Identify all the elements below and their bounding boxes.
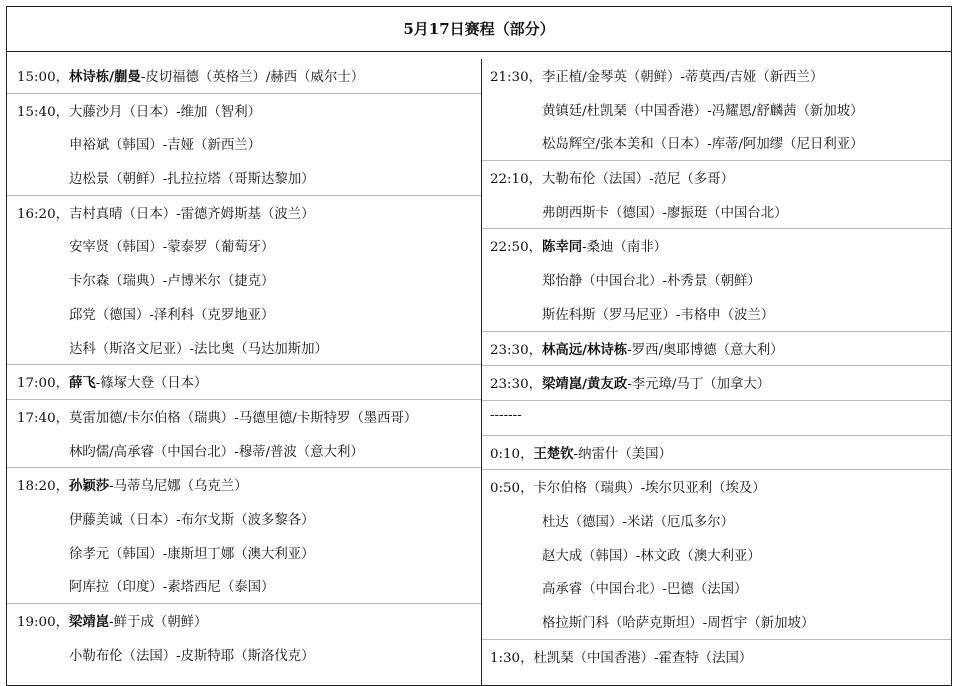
match-line [542, 133, 864, 152]
match-text: -纳雷什（美国） [573, 446, 672, 462]
match-text: 吉村真晴（日本）-雷德齐姆斯基（波兰） [68, 206, 315, 222]
chinese-player-names: 薛飞 [68, 375, 96, 392]
match-line [17, 475, 248, 494]
match-time: 19:00， [17, 615, 69, 630]
match-text: 安宰贤（韩国）-蒙泰罗（葡萄牙） [69, 240, 275, 256]
match-time: 0:10， [490, 446, 534, 462]
match-time: 18:20， [17, 479, 69, 495]
match-line [69, 168, 315, 187]
match-text: 大勒布伦（法国）-范尼（多哥） [541, 172, 734, 188]
match-line [490, 339, 784, 358]
match-time: 15:40， [17, 104, 69, 120]
chinese-player-names: 林高远/林诗栋 [541, 341, 628, 358]
match-text: 杜凯琹（中国香港）-霍查特（法国） [533, 650, 753, 666]
match-line [69, 304, 274, 323]
match-line [542, 304, 774, 323]
match-text: 徐孝元（韩国）-康斯坦丁娜（澳大利亚） [69, 546, 315, 562]
match-line [17, 611, 207, 630]
match-line [69, 543, 315, 562]
chinese-player-names: 孙颖莎 [68, 478, 110, 495]
match-text: 邱党（德国）-泽利科（克罗地亚） [69, 307, 275, 323]
match-line [490, 443, 672, 462]
chinese-player-names: 梁靖崑 [68, 614, 110, 630]
match-time: 21:30， [490, 70, 542, 85]
schedule-row [482, 59, 951, 93]
match-text: 达科（斯洛文尼亚）-法比奥（马达加斯加） [69, 341, 328, 357]
match-line [69, 270, 274, 289]
match-text: 郑怡静（中国台北）-朴秀景（朝鲜） [542, 274, 761, 290]
match-line [17, 407, 417, 426]
schedule-row [482, 605, 951, 639]
schedule-row [482, 571, 951, 605]
schedule-row [482, 160, 951, 195]
schedule-row [482, 297, 951, 331]
match-text: -罗西/奥耶博德（意大利） [627, 342, 784, 358]
match-time: 22:10， [490, 172, 542, 188]
match-line [490, 647, 752, 666]
match-text: -桑迪（南非） [582, 240, 668, 256]
schedule-row [7, 195, 481, 230]
match-line [542, 100, 864, 119]
schedule-row [7, 638, 481, 672]
match-line [69, 338, 328, 357]
match-line [490, 236, 667, 255]
match-text: -皮切福德（英格兰）/赫西（威尔士） [140, 70, 365, 85]
match-time: 0:50， [490, 481, 534, 497]
schedule-row [482, 331, 951, 366]
match-line [17, 372, 207, 391]
match-line [17, 66, 364, 85]
schedule-row [482, 195, 951, 229]
match-time: 16:20， [17, 206, 69, 222]
schedule-row [7, 434, 481, 468]
match-text: 阿库拉（印度）-素塔西尼（泰国） [69, 580, 275, 596]
match-text: -篠塚大登（日本） [95, 376, 208, 392]
match-text: 黄镇廷/杜凯琹（中国香港）-冯耀恩/舒麟茜（新加坡） [542, 103, 864, 119]
chinese-player-names: 王楚钦 [533, 445, 574, 462]
match-line [490, 477, 766, 496]
schedule-table [6, 6, 952, 686]
match-text: 卡尔伯格（瑞典）-埃尔贝亚利（埃及） [533, 481, 766, 497]
match-line [542, 270, 761, 289]
schedule-row [482, 365, 951, 400]
match-line [69, 441, 364, 460]
match-text: 高承睿（中国台北）-巴德（法国） [542, 582, 748, 598]
chinese-player-names: 陈幸同 [541, 239, 583, 256]
match-text: 林昀儒/高承睿（中国台北）-穆蒂/普波（意大利） [69, 444, 364, 460]
match-line [17, 101, 261, 120]
match-time: 17:00， [17, 376, 69, 392]
match-line [490, 168, 734, 187]
match-line [490, 66, 823, 85]
match-line [17, 203, 315, 222]
match-text: 弗朗西斯卡（德国）-廖振珽（中国台北） [542, 205, 788, 221]
schedule-row [7, 502, 481, 536]
schedule-row [482, 93, 951, 127]
schedule-row [7, 59, 481, 93]
match-time: 17:40， [17, 410, 69, 426]
match-text: 赵大成（韩国）-林文政（澳大利亚） [542, 548, 761, 564]
match-text: -马蒂乌尼娜（乌克兰） [109, 479, 248, 495]
schedule-row [482, 400, 951, 435]
match-text: 松岛辉空/张本美和（日本）-库蒂/阿加缪（尼日利亚） [542, 137, 864, 153]
match-line [69, 236, 274, 255]
schedule-row [7, 263, 481, 297]
match-time: 23:30， [490, 342, 542, 358]
match-text: -鲜于成（朝鲜） [109, 615, 208, 630]
schedule-row [7, 127, 481, 161]
schedule-row [7, 229, 481, 263]
chinese-player-names: 梁靖崑/黄友政 [541, 376, 628, 393]
schedule-row [7, 569, 481, 603]
match-text: -李元璋/马丁（加拿大） [627, 377, 771, 393]
schedule-row [7, 331, 481, 365]
match-line [69, 134, 261, 153]
schedule-row [7, 297, 481, 331]
match-text: 李正植/金琴英（朝鲜）-蒂莫西/吉娅（新西兰） [541, 70, 824, 85]
match-line [490, 373, 770, 392]
left-column [7, 59, 482, 685]
schedule-row [7, 536, 481, 570]
match-line [490, 408, 522, 423]
schedule-row [7, 364, 481, 399]
match-time: 1:30， [490, 650, 534, 666]
schedule-row [482, 504, 951, 538]
match-line [69, 509, 315, 528]
schedule-row [482, 435, 951, 470]
match-time: 23:30， [490, 377, 542, 393]
schedule-columns [7, 59, 951, 685]
match-line [69, 645, 315, 664]
match-text: 申裕斌（韩国）-吉娅（新西兰） [69, 138, 261, 154]
schedule-row [482, 126, 951, 160]
schedule-title: 5月17日赛程（部分） [7, 7, 951, 52]
match-line [542, 202, 788, 221]
right-column [482, 59, 951, 685]
match-line [542, 612, 814, 631]
match-text: 莫雷加德/卡尔伯格（瑞典）-马德里德/卡斯特罗（墨西哥） [68, 410, 418, 426]
match-text: 伊藤美诚（日本）-布尔戈斯（波多黎各） [69, 512, 315, 528]
match-text: 大藤沙月（日本）-维加（智利） [68, 104, 261, 120]
match-line [542, 511, 734, 530]
match-text: 边松景（朝鲜）-扎拉拉塔（哥斯达黎加） [69, 172, 315, 188]
schedule-row [482, 639, 951, 674]
match-time: ------- [490, 407, 522, 423]
match-line [542, 545, 761, 564]
chinese-player-names: 林诗栋/蒯曼 [68, 69, 141, 85]
schedule-row [482, 228, 951, 263]
schedule-row [7, 399, 481, 434]
match-text: 小勒布伦（法国）-皮斯特耶（斯洛伐克） [69, 648, 315, 664]
schedule-row [482, 469, 951, 504]
match-text: 格拉斯门科（哈萨克斯坦）-周哲宇（新加坡） [542, 616, 815, 631]
match-text: 斯佐科斯（罗马尼亚）-韦格申（波兰） [542, 307, 775, 323]
match-time: 15:00， [17, 70, 69, 85]
match-line [542, 578, 747, 597]
schedule-row [482, 538, 951, 572]
match-text: 杜达（德国）-米诺（厄瓜多尔） [542, 514, 734, 530]
schedule-row [7, 467, 481, 502]
schedule-row [7, 603, 481, 638]
schedule-row [482, 263, 951, 297]
match-text: 卡尔森（瑞典）-卢博米尔（捷克） [69, 274, 275, 290]
match-line [69, 576, 274, 595]
match-time: 22:50， [490, 240, 542, 256]
schedule-row [7, 161, 481, 195]
schedule-row [7, 93, 481, 128]
